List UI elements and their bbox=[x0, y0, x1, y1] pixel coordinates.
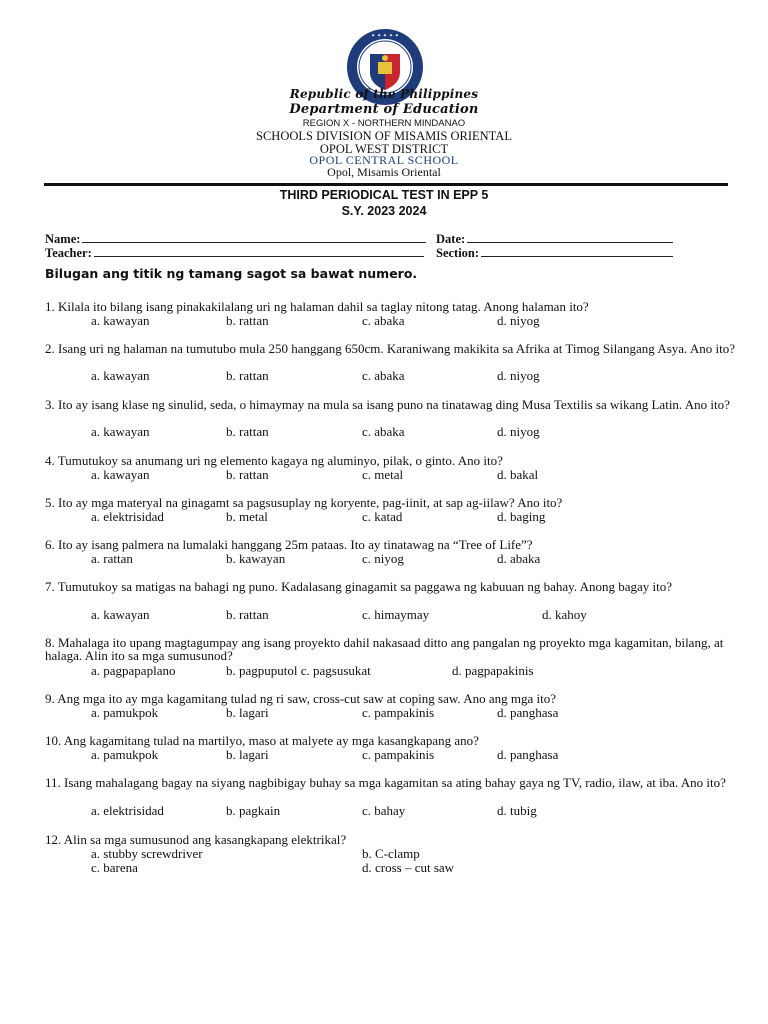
question-text: 4. Tumutukoy sa anumang uri ng elemento kagaya ng aluminyo, pilak, o ginto. Ano ito? bbox=[45, 453, 503, 468]
option-a[interactable]: a. kawayan bbox=[91, 467, 150, 482]
question-text: 12. Alin sa mga sumusunod ang kasangkapang elektrikal? bbox=[45, 832, 347, 847]
question-7 bbox=[45, 580, 735, 593]
option-d[interactable]: d. cross – cut saw bbox=[362, 860, 455, 875]
name-blank[interactable] bbox=[82, 232, 426, 243]
option-d[interactable]: d. abaka bbox=[497, 551, 541, 566]
option-b[interactable]: b. lagari bbox=[226, 747, 269, 762]
option-a[interactable]: a. pagpapaplano bbox=[91, 663, 176, 678]
option-a[interactable]: a. kawayan bbox=[91, 424, 150, 439]
option-d[interactable]: d. kahoy bbox=[542, 607, 587, 622]
question-text: 5. Ito ay mga materyal na ginagamt sa pagsusuplay ng koryente, pag-iinit, at sap ag-iilaw? Ano ito? bbox=[45, 495, 563, 510]
question-1 bbox=[45, 300, 735, 313]
question-10 bbox=[45, 734, 735, 747]
option-b[interactable]: b. metal bbox=[226, 509, 268, 524]
svg-text:✦ ✦ ✦ ✦ ✦: ✦ ✦ ✦ ✦ ✦ bbox=[371, 33, 399, 39]
option-d[interactable]: d. niyog bbox=[497, 424, 540, 439]
school-year: S.Y. 2023 2024 bbox=[341, 204, 427, 218]
option-c[interactable]: c. niyog bbox=[362, 551, 404, 566]
question-8 bbox=[45, 636, 735, 662]
department-label: Department of Education bbox=[289, 102, 479, 117]
question-text: 3. Ito ay isang klase ng sinulid, seda, o himaymay na mula sa isang puno na tinatawag ding Musa Textilis sa wikang Latin. Ano ito? bbox=[45, 397, 730, 412]
question-2 bbox=[45, 342, 735, 355]
option-d[interactable]: d. niyog bbox=[497, 313, 540, 328]
question-12 bbox=[45, 833, 735, 846]
option-c[interactable]: c. barena bbox=[91, 860, 138, 875]
question-text: 6. Ito ay isang palmera na lumalaki hanggang 25m pataas. Ito ay tinatawag na “Tree of Life”? bbox=[45, 537, 533, 552]
region-label: REGION X - NORTHERN MINDANAO bbox=[302, 118, 466, 129]
option-b[interactable]: b. kawayan bbox=[226, 551, 286, 566]
section-blank[interactable] bbox=[481, 246, 673, 257]
option-a[interactable]: a. stubby screwdriver bbox=[91, 846, 203, 861]
option-c[interactable]: c. abaka bbox=[362, 424, 405, 439]
teacher-field[interactable] bbox=[45, 246, 424, 260]
option-b[interactable]: b. rattan bbox=[226, 424, 269, 439]
teacher-blank[interactable] bbox=[94, 246, 424, 257]
date-blank[interactable] bbox=[467, 232, 673, 243]
option-c[interactable]: c. abaka bbox=[362, 313, 405, 328]
instructions: Bilugan ang titik ng tamang sagot sa bawat numero. bbox=[45, 266, 418, 281]
question-text: 9. Ang mga ito ay mga kagamitang tulad ng ri saw, cross-cut saw at coping saw. Ano ang mga ito? bbox=[45, 691, 556, 706]
option-c[interactable]: c. pampakinis bbox=[362, 747, 435, 762]
option-a[interactable]: a. elektrisidad bbox=[91, 803, 164, 818]
teacher-label: Teacher: bbox=[45, 246, 92, 260]
option-b[interactable]: b. lagari bbox=[226, 705, 269, 720]
question-text: 1. Kilala ito bilang isang pinakakilalang uri ng halaman dahil sa taglay nitong tatag. Anong halaman ito? bbox=[45, 299, 589, 314]
name-label: Name: bbox=[45, 232, 81, 246]
option-d[interactable]: d. tubig bbox=[497, 803, 537, 818]
section-label: Section: bbox=[436, 246, 480, 260]
option-d[interactable]: d. panghasa bbox=[497, 747, 559, 762]
option-c[interactable]: c. himaymay bbox=[362, 607, 430, 622]
option-a[interactable]: a. rattan bbox=[91, 551, 133, 566]
option-b[interactable]: b. rattan bbox=[226, 368, 269, 383]
question-text: 8. Mahalaga ito upang magtagumpay ang isang proyekto dahil nakasaad ditto ang pangalan ng proyekto mga kagamitan, bilang, at halaga. Alin ito sa mga sumusunod? bbox=[45, 635, 724, 663]
question-6 bbox=[45, 538, 735, 551]
option-b[interactable]: b. pagpuputol c. pagsusukat bbox=[226, 663, 371, 678]
question-4 bbox=[45, 454, 735, 467]
question-text: 7. Tumutukoy sa matigas na bahagi ng puno. Kadalasang ginagamit sa paggawa ng kabuuan ng bahay. Anong bagay ito? bbox=[45, 579, 673, 594]
school-label: OPOL CENTRAL SCHOOL bbox=[309, 153, 459, 167]
option-a[interactable]: a. kawayan bbox=[91, 313, 150, 328]
question-text: 11. Isang mahalagang bagay na siyang nagbibigay buhay sa mga kagamitan sa ating bahay gaya ng TV, radio, ilaw, at iba. Ano ito? bbox=[45, 775, 726, 790]
option-b[interactable]: b. pagkain bbox=[226, 803, 281, 818]
date-label: Date: bbox=[436, 232, 466, 246]
option-c[interactable]: c. metal bbox=[362, 467, 404, 482]
option-d[interactable]: d. niyog bbox=[497, 368, 540, 383]
section-field[interactable] bbox=[436, 246, 673, 260]
option-a[interactable]: a. pamukpok bbox=[91, 747, 159, 762]
address-label: Opol, Misamis Oriental bbox=[327, 165, 441, 179]
test-title: THIRD PERIODICAL TEST IN EPP 5 bbox=[279, 188, 489, 202]
option-c[interactable]: c. pampakinis bbox=[362, 705, 435, 720]
option-c[interactable]: c. bahay bbox=[362, 803, 406, 818]
option-a[interactable]: a. kawayan bbox=[91, 368, 150, 383]
option-d[interactable]: d. baging bbox=[497, 509, 546, 524]
name-field[interactable] bbox=[45, 232, 426, 246]
option-a[interactable]: a. elektrisidad bbox=[91, 509, 164, 524]
option-d[interactable]: d. panghasa bbox=[497, 705, 559, 720]
option-c[interactable]: c. katad bbox=[362, 509, 403, 524]
district-label: OPOL WEST DISTRICT bbox=[319, 142, 449, 156]
date-field[interactable] bbox=[436, 232, 673, 246]
question-text: 2. Isang uri ng halaman na tumutubo mula 250 hanggang 650cm. Karaniwang makikita sa Afrika at Timog Silangang Asya. Ano ito? bbox=[45, 341, 735, 356]
option-a[interactable]: a. pamukpok bbox=[91, 705, 159, 720]
option-d[interactable]: d. pagpapakinis bbox=[452, 663, 534, 678]
option-b[interactable]: b. rattan bbox=[226, 467, 269, 482]
question-text: 10. Ang kagamitang tulad na martilyo, maso at malyete ay mga kasangkapang ano? bbox=[45, 733, 479, 748]
option-c[interactable]: c. abaka bbox=[362, 368, 405, 383]
division-label: SCHOOLS DIVISION OF MISAMIS ORIENTAL bbox=[256, 129, 512, 143]
option-b[interactable]: b. rattan bbox=[226, 607, 269, 622]
question-3 bbox=[45, 398, 735, 411]
question-11 bbox=[45, 776, 735, 789]
option-b[interactable]: b. rattan bbox=[226, 313, 269, 328]
question-5 bbox=[45, 496, 735, 509]
option-a[interactable]: a. kawayan bbox=[91, 607, 150, 622]
option-d[interactable]: d. bakal bbox=[497, 467, 539, 482]
republic-label: Republic of the Philippines bbox=[289, 87, 479, 101]
question-9 bbox=[45, 692, 735, 705]
option-b[interactable]: b. C-clamp bbox=[362, 846, 420, 861]
header-divider bbox=[44, 183, 728, 186]
